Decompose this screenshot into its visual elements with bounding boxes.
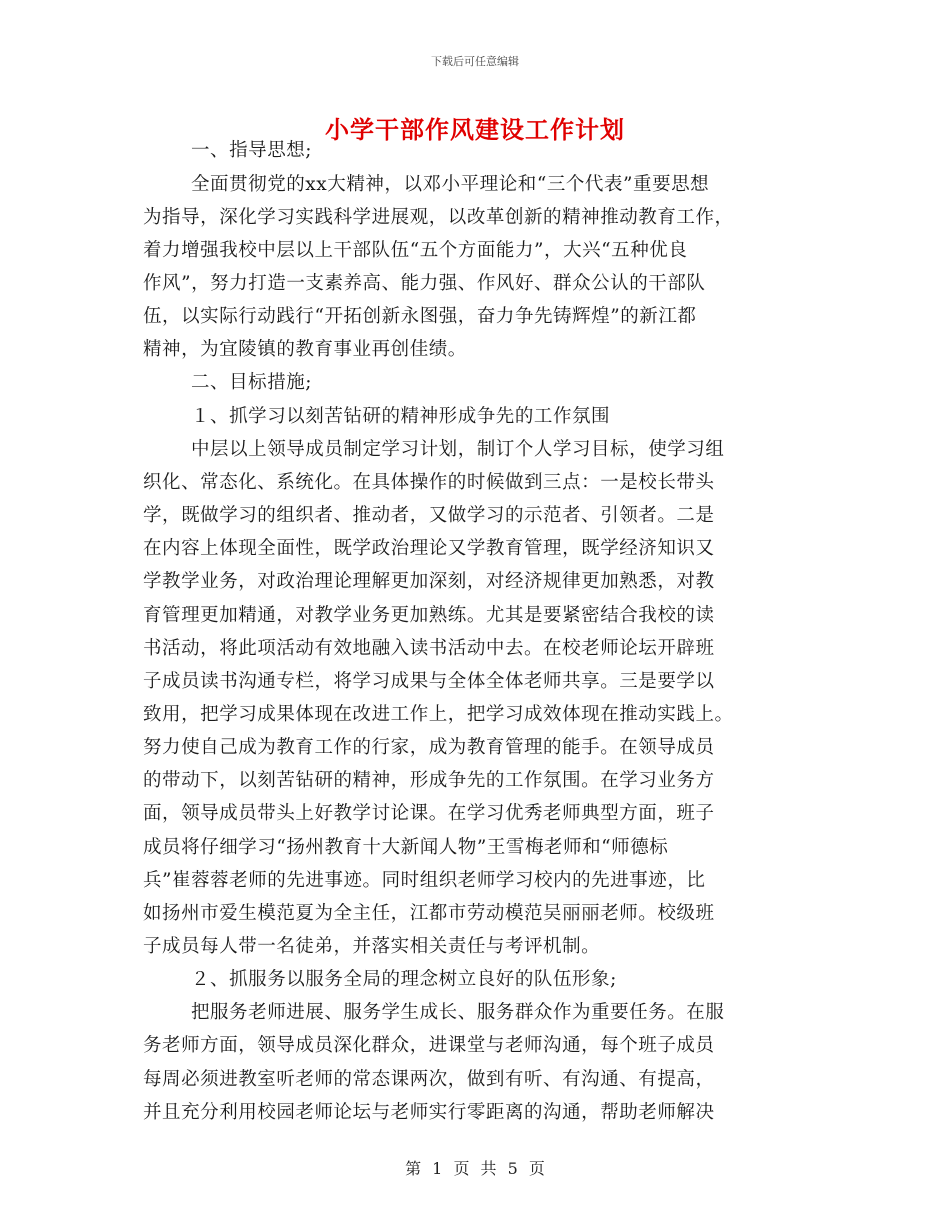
section-heading: 二、目标措施; (191, 372, 313, 393)
document-title: 小学干部作风建设工作计划 (325, 115, 625, 144)
paragraph-line: 学，既做学习的组织者、推动者，又做学习的示范者、引领者。二是 (143, 505, 715, 526)
paragraph-line: 成员将仔细学习“扬州教育十大新闻人物”王雪梅老师和“师德标 (143, 837, 669, 858)
paragraph-line: 每周必须进教室听老师的常态课两次，做到有听、有沟通、有提高， (143, 1069, 715, 1090)
subsection-heading: １、抓学习以刻苦钻研的精神形成争先的工作氛围 (191, 406, 611, 427)
paragraph-line: 致用，把学习成果体现在改进工作上，把学习成效体现在推动实践上。 (143, 704, 734, 725)
paragraph-line: 育管理更加精通，对教学业务更加熟练。尤其是要紧密结合我校的读 (143, 605, 715, 626)
paragraph-line: 努力使自己成为教育工作的行家，成为教育管理的能手。在领导成员 (143, 737, 715, 758)
paragraph-line: 作风”，努力打造一支素养高、能力强、作风好、群众公认的干部队 (143, 273, 706, 294)
subsection-heading: ２、抓服务以服务全局的理念树立良好的队伍形象; (191, 969, 617, 990)
paragraph-line: 为指导，深化学习实践科学进展观，以改革创新的精神推动教育工作， (143, 207, 734, 228)
page-header: 下载后可任意编辑 (431, 55, 519, 68)
paragraph-line: 如扬州市爱生模范夏为全主任，江都市劳动模范吴丽丽老师。校级班 (143, 903, 715, 924)
page-number: 第 1 页 共 5 页 (405, 1159, 545, 1178)
paragraph-line: 中层以上领导成员制定学习计划，制订个人学习目标，使学习组 (191, 439, 725, 460)
paragraph-line: 务老师方面，领导成员深化群众，进课堂与老师沟通，每个班子成员 (143, 1035, 715, 1056)
paragraph-line: 子成员读书沟通专栏，将学习成果与全体全体老师共享。三是要学以 (143, 671, 715, 692)
paragraph-line: 子成员每人带一名徒弟，并落实相关责任与考评机制。 (143, 936, 601, 957)
paragraph-line: 着力增强我校中层以上干部队伍“五个方面能力”，大兴“五种优良 (143, 240, 688, 261)
paragraph-line: 把服务老师进展、服务学生成长、服务群众作为重要任务。在服 (191, 1002, 725, 1023)
paragraph-line: 在内容上体现全面性，既学政治理论又学教育管理，既学经济知识又 (143, 538, 715, 559)
paragraph-line: 织化、常态化、系统化。在具体操作的时候做到三点：一是校长带头 (143, 472, 715, 493)
paragraph-line: 兵”崔蓉蓉老师的先进事迹。同时组织老师学习校内的先进事迹，比 (143, 870, 706, 891)
paragraph-line: 并且充分利用校园老师论坛与老师实行零距离的沟通，帮助老师解决 (143, 1102, 715, 1123)
paragraph-line: 面，领导成员带头上好教学讨论课。在学习优秀老师典型方面，班子 (143, 803, 715, 824)
paragraph-line: 的带动下，以刻苦钻研的精神，形成争先的工作氛围。在学习业务方 (143, 770, 715, 791)
paragraph-line: 学教学业务，对政治理论理解更加深刻，对经济规律更加熟悉，对教 (143, 571, 715, 592)
section-heading: 一、指导思想; (191, 140, 313, 161)
paragraph-line: 伍，以实际行动践行“开拓创新永图强，奋力争先铸辉煌”的新江都 (143, 306, 697, 327)
paragraph-line: 全面贯彻党的xx大精神，以邓小平理论和“三个代表”重要思想 (191, 174, 710, 195)
paragraph-line: 精神，为宜陵镇的教育事业再创佳绩。 (143, 339, 467, 360)
paragraph-line: 书活动，将此项活动有效地融入读书活动中去。在校老师论坛开辟班 (143, 638, 715, 659)
